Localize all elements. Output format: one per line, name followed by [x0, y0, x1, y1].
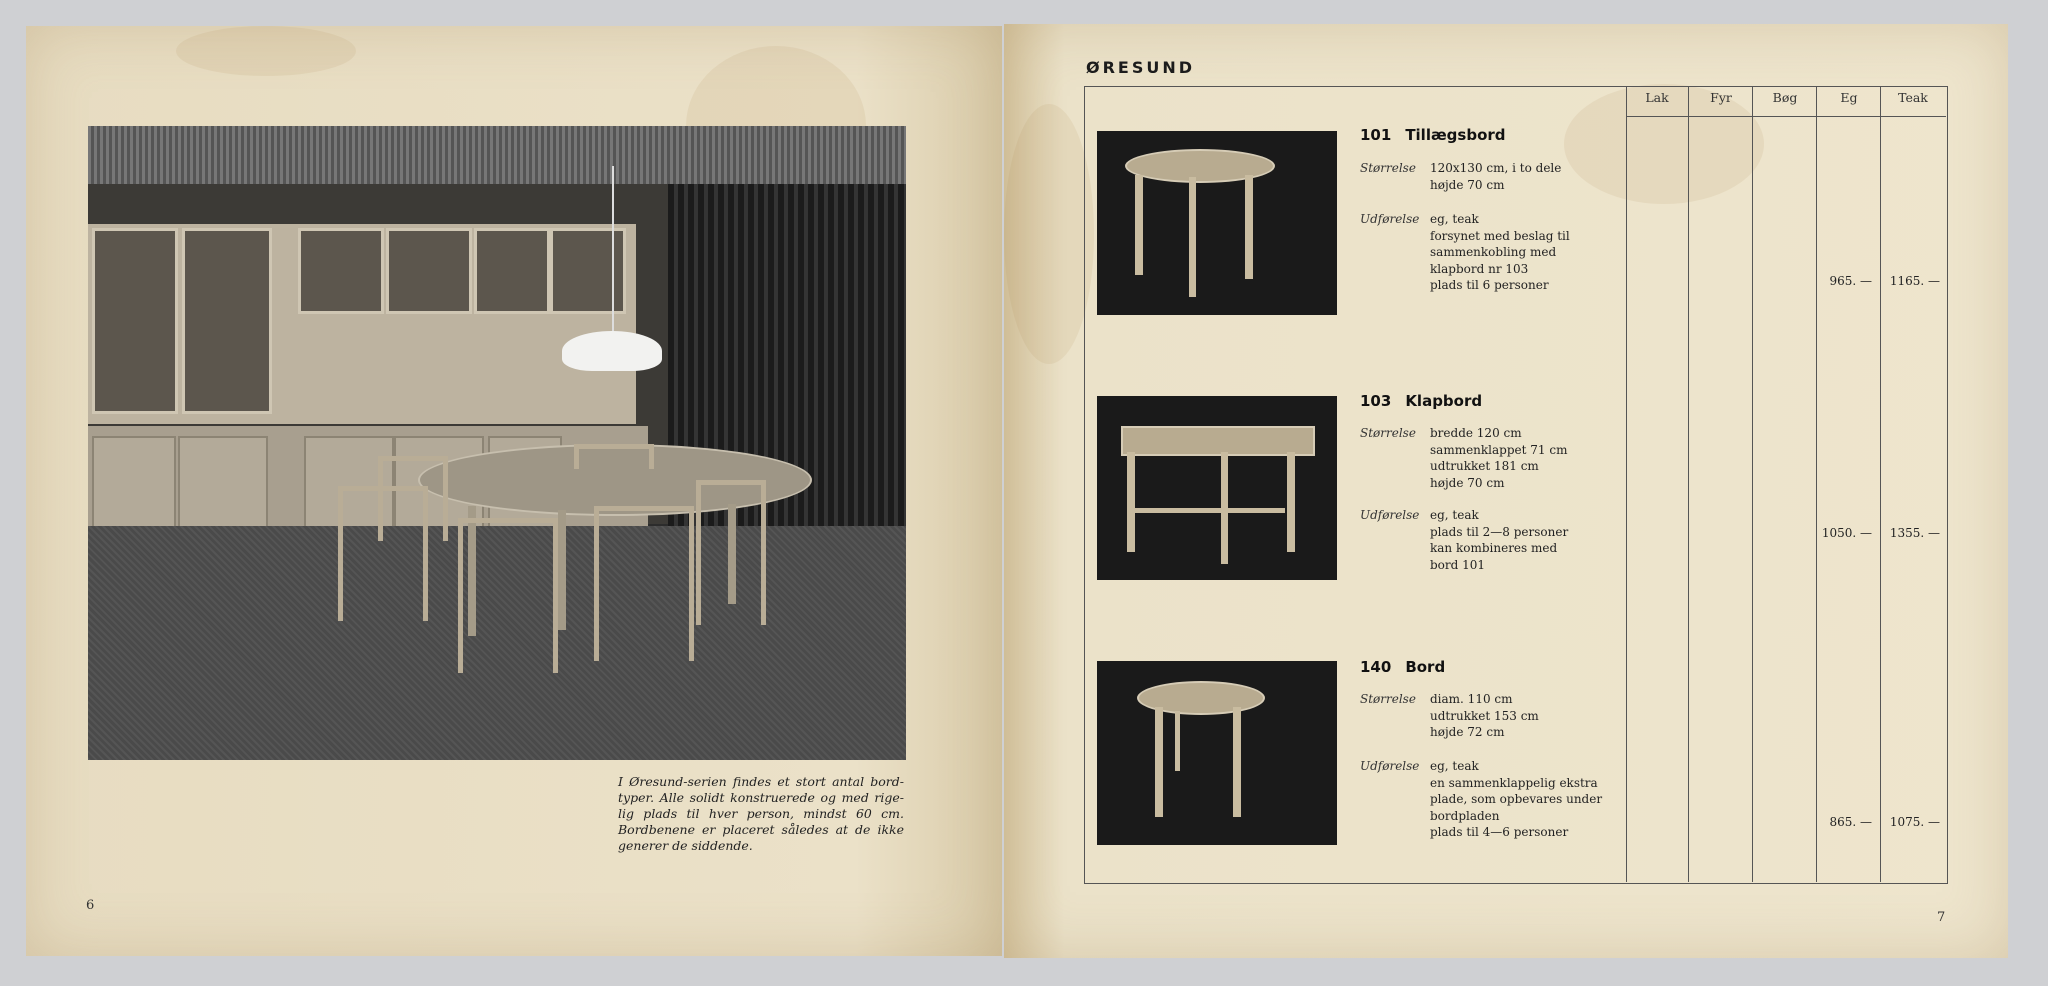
finish-label: Udførelse: [1360, 759, 1420, 773]
lamp-cord: [612, 166, 614, 336]
product-name: Bord: [1405, 658, 1446, 676]
product-title-103: [1360, 392, 1482, 410]
product-number: 140: [1360, 658, 1392, 676]
column-header-fyr: Fyr: [1710, 90, 1732, 105]
finish-value: eg, teak plads til 2—8 personer kan kombineres med bord 101: [1430, 508, 1569, 572]
product-number: 103: [1360, 392, 1392, 410]
chair: [574, 444, 654, 469]
product-name: Klapbord: [1405, 392, 1483, 410]
page-number-left: 6: [86, 898, 95, 913]
product-name: Tillægsbord: [1405, 126, 1506, 144]
column-header-eg: Eg: [1840, 90, 1858, 105]
water-stain: [176, 26, 356, 76]
series-title: ØRESUND: [1086, 58, 1196, 77]
column-header-lak: Lak: [1645, 90, 1669, 105]
finish-label: Udførelse: [1360, 508, 1420, 522]
chair: [594, 506, 694, 661]
column-header-teak: Teak: [1898, 90, 1928, 105]
page-number-right: 7: [1937, 910, 1946, 925]
price-teak-101: 1165. —: [1889, 274, 1940, 288]
chair: [696, 480, 766, 625]
column-divider: [1880, 86, 1881, 882]
photo-ceiling: [88, 126, 906, 184]
dining-room-photo: [88, 126, 906, 760]
product-number: 101: [1360, 126, 1392, 144]
column-divider: [1626, 86, 1627, 882]
chair: [458, 518, 558, 673]
size-label: Størrelse: [1360, 692, 1416, 706]
product-image-103: [1097, 396, 1337, 580]
product-image-140: [1097, 661, 1337, 845]
price-eg-103: 1050. —: [1821, 526, 1872, 540]
size-value: 120x130 cm, i to dele højde 70 cm: [1430, 161, 1562, 192]
finish-label: Udførelse: [1360, 212, 1420, 226]
price-teak-103: 1355. —: [1889, 526, 1940, 540]
photo-shelving-unit: [88, 224, 636, 424]
product-title-140: [1360, 658, 1445, 676]
chair: [378, 456, 448, 541]
size-value: bredde 120 cm sammenklappet 71 cm udtrukket 181 cm højde 70 cm: [1430, 426, 1568, 490]
finish-value: eg, teak forsynet med beslag til sammenkobling med klapbord nr 103 plads til 6 personer: [1430, 212, 1570, 292]
column-divider: [1816, 86, 1817, 882]
finish-value: eg, teak en sammenklappelig ekstra plade, som opbevares under bordpladen plads til 4—6 personer: [1430, 759, 1603, 839]
price-teak-140: 1075. —: [1889, 815, 1940, 829]
price-eg-101: 965. —: [1829, 274, 1872, 288]
column-divider: [1752, 86, 1753, 882]
size-label: Størrelse: [1360, 161, 1416, 175]
product-image-101: [1097, 131, 1337, 315]
photo-caption: I Øresund-serien findes et stort antal bord-typer. Alle solidt konstruerede og med rige-lig plads til hver person, mindst 60 cm. Bordbenene er placeret således at de ikke generer de siddende.: [618, 774, 904, 853]
water-stain: [1004, 104, 1094, 364]
product-title-101: [1360, 126, 1506, 144]
column-header-bog: Bøg: [1772, 90, 1798, 105]
price-eg-140: 865. —: [1829, 815, 1872, 829]
column-divider: [1688, 86, 1689, 882]
size-label: Størrelse: [1360, 426, 1416, 440]
pendant-lamp: [562, 331, 662, 371]
size-value: diam. 110 cm udtrukket 153 cm højde 72 cm: [1430, 692, 1539, 739]
